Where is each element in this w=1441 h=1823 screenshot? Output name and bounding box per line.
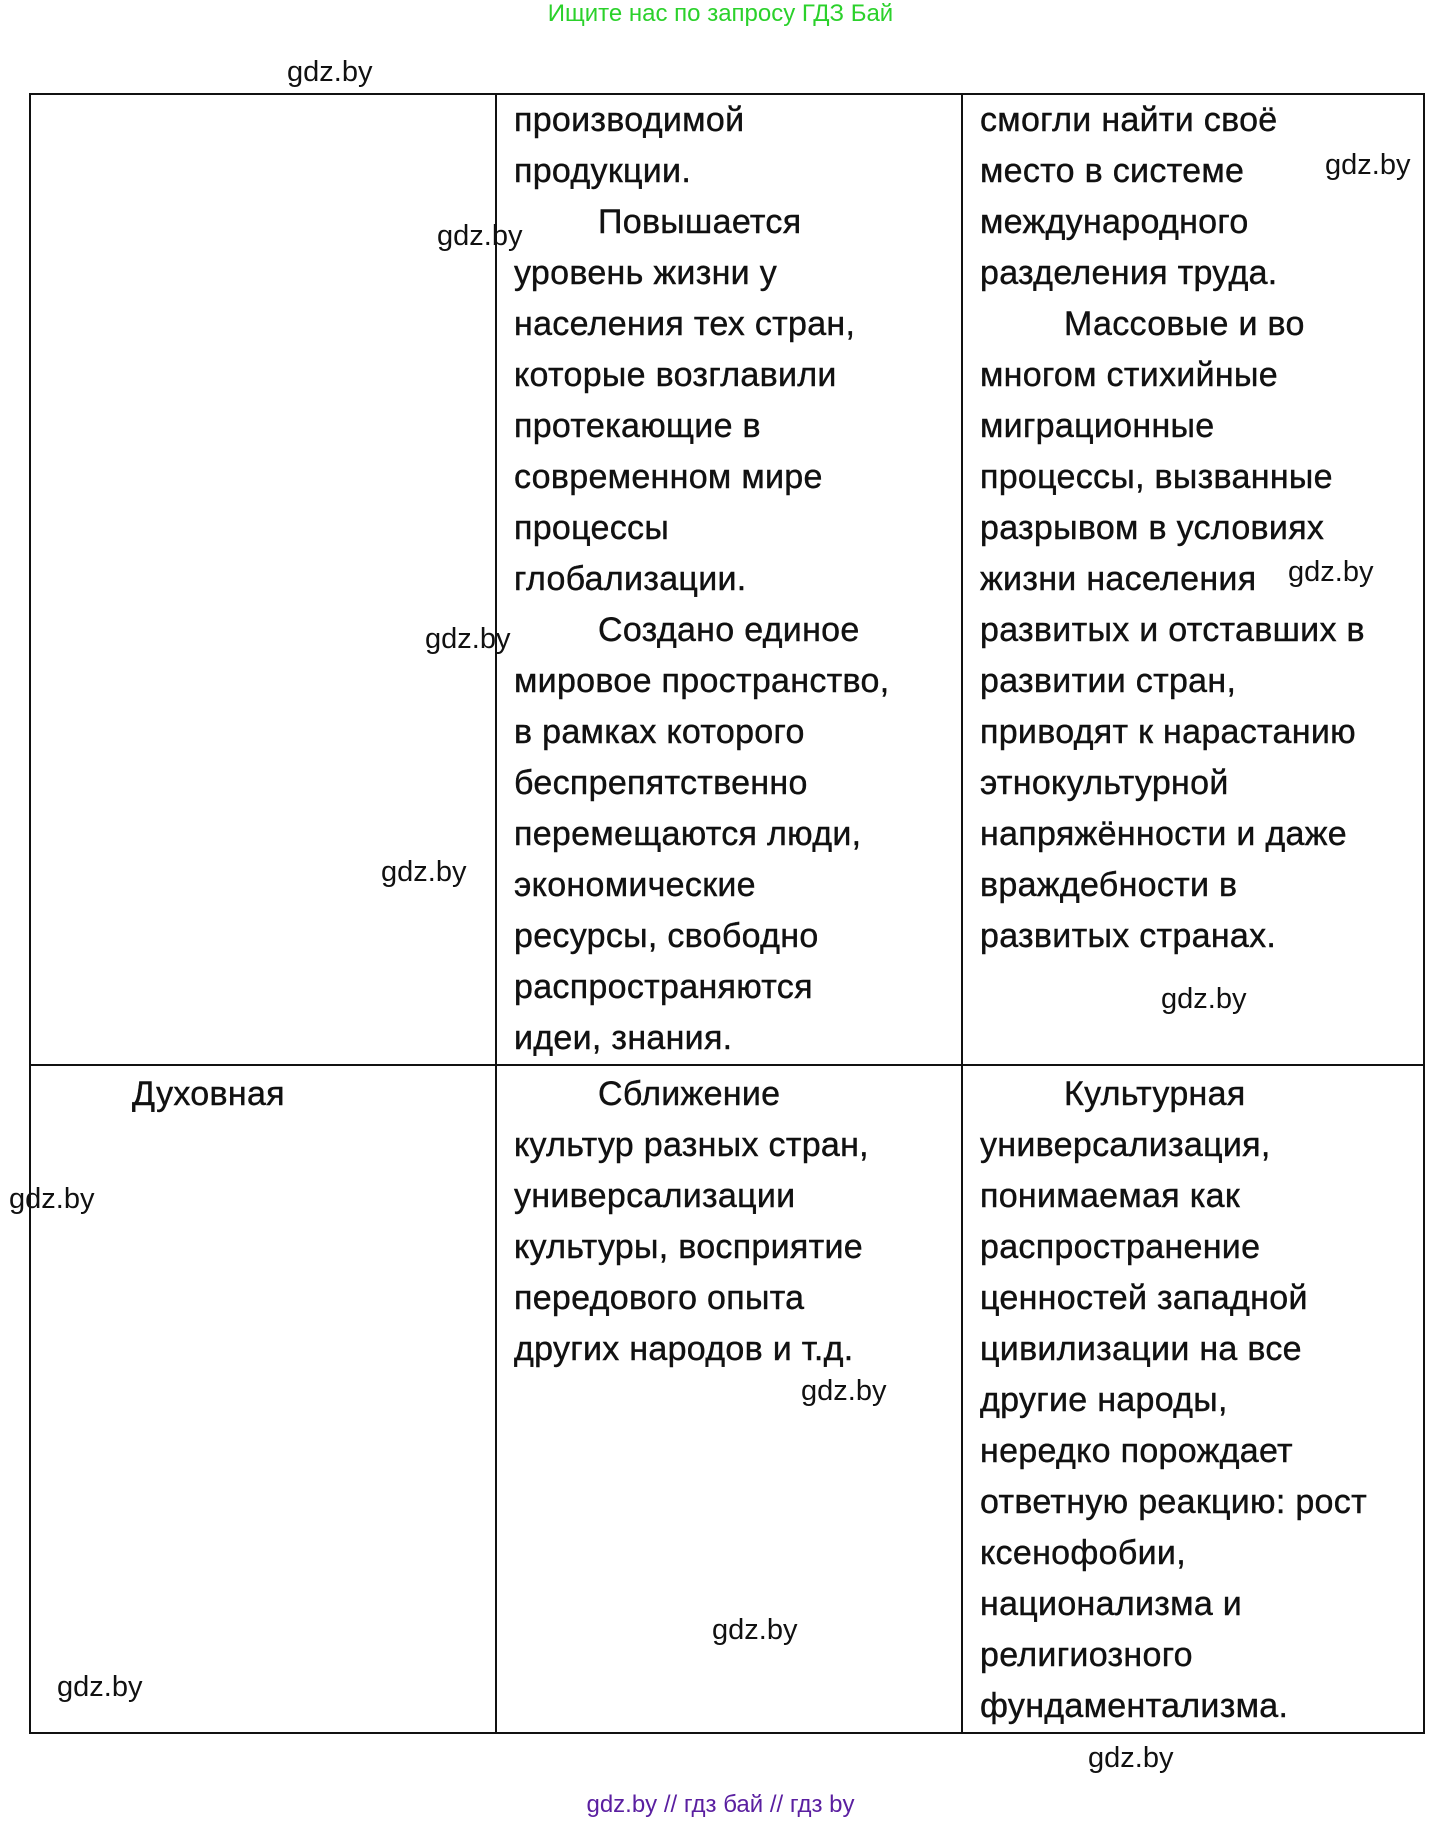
watermark: gdz.by xyxy=(287,56,373,88)
cell-text-line: ценностей западной xyxy=(980,1279,1308,1317)
cell-text-line: миграционные xyxy=(980,407,1215,445)
table-cell xyxy=(962,1065,1424,1733)
cell-text-line: Культурная xyxy=(1064,1075,1246,1113)
cell-text-line: место в системе xyxy=(980,152,1245,190)
cell-text-line: национализма и xyxy=(980,1585,1243,1623)
cell-text-line: уровень жизни у xyxy=(514,254,778,292)
cell-text-line: Создано единое xyxy=(598,611,860,649)
cell-text-line: враждебности в xyxy=(980,866,1238,904)
cell-text-line: религиозного xyxy=(980,1636,1193,1674)
cell-text-line: процессы, вызванные xyxy=(980,458,1333,496)
watermark: gdz.by xyxy=(1325,149,1411,181)
watermark: gdz.by xyxy=(1288,556,1374,588)
cell-text-line: протекающие в xyxy=(514,407,761,445)
footer-links[interactable]: gdz.by // гдз бай // гдз by xyxy=(586,1791,855,1818)
cell-text-line: цивилизации на все xyxy=(980,1330,1302,1368)
cell-text-line: ресурсы, свободно xyxy=(514,917,819,955)
table-cell xyxy=(30,94,496,1065)
cell-text-line: смогли найти своё xyxy=(980,101,1278,139)
table-cell xyxy=(496,94,962,1065)
cell-text-line: перемещаются люди, xyxy=(514,815,862,853)
cell-text-line: универсализации xyxy=(514,1177,796,1215)
cell-text-line: многом стихийные xyxy=(980,356,1278,394)
cell-text-line: распространение xyxy=(980,1228,1261,1266)
cell-text-line: глобализации. xyxy=(514,560,747,598)
cell-text-line: распространяются xyxy=(514,968,813,1006)
cell-text-line: фундаментализма. xyxy=(980,1687,1289,1725)
cell-text-line: Повышается xyxy=(598,203,802,241)
cell-text-line: ответную реакцию: рост xyxy=(980,1483,1367,1521)
watermark: gdz.by xyxy=(712,1614,798,1646)
search-promo-banner: Ищите нас по запросу ГДЗ Бай xyxy=(547,0,894,27)
cell-text-line: процессы xyxy=(514,509,670,547)
cell-text-line: нередко порождает xyxy=(980,1432,1293,1470)
cell-text-line: передового опыта xyxy=(514,1279,805,1317)
watermark: gdz.by xyxy=(1088,1742,1174,1774)
cell-text-line: напряжённости и даже xyxy=(980,815,1348,853)
watermark: gdz.by xyxy=(57,1671,143,1703)
cell-text-line: населения тех стран, xyxy=(514,305,856,343)
watermark: gdz.by xyxy=(9,1183,95,1215)
cell-text-line: мировое пространство, xyxy=(514,662,890,700)
cell-text-line: современном мире xyxy=(514,458,823,496)
watermark: gdz.by xyxy=(381,856,467,888)
cell-text-line: которые возглавили xyxy=(514,356,837,394)
cell-text-line: развитых и отставших в xyxy=(980,611,1365,649)
cell-text-line: идеи, знания. xyxy=(514,1019,733,1057)
cell-text-line: развитии стран, xyxy=(980,662,1237,700)
cell-text-line: разделения труда. xyxy=(980,254,1278,292)
cell-text-line: Массовые и во xyxy=(1064,305,1305,343)
cell-text-line: Духовная xyxy=(132,1075,285,1113)
table-cell xyxy=(30,1065,496,1733)
cell-text-line: другие народы, xyxy=(980,1381,1228,1419)
cell-text-line: производимой xyxy=(514,101,745,139)
cell-text-line: культуры, восприятие xyxy=(514,1228,864,1266)
cell-text-line: универсализация, xyxy=(980,1126,1271,1164)
comparison-table xyxy=(29,93,1425,1734)
cell-text-line: Сближение xyxy=(598,1075,781,1113)
cell-text-line: развитых странах. xyxy=(980,917,1277,955)
watermark: gdz.by xyxy=(801,1375,887,1407)
cell-text-line: жизни населения xyxy=(980,560,1257,598)
cell-text-line: продукции. xyxy=(514,152,692,190)
table-row xyxy=(30,94,1424,1065)
cell-text-line: приводят к нарастанию xyxy=(980,713,1356,751)
cell-text-line: беспрепятственно xyxy=(514,764,808,802)
watermark: gdz.by xyxy=(1161,983,1247,1015)
cell-text-line: разрывом в условиях xyxy=(980,509,1325,547)
cell-text-line: этнокультурной xyxy=(980,764,1229,802)
cell-text-line: ксенофобии, xyxy=(980,1534,1186,1572)
cell-text-line: культур разных стран, xyxy=(514,1126,869,1164)
cell-text-line: международного xyxy=(980,203,1249,241)
watermark: gdz.by xyxy=(425,623,511,655)
cell-text-line: экономические xyxy=(514,866,756,904)
cell-text-line: в рамках которого xyxy=(514,713,805,751)
cell-text-line: понимаемая как xyxy=(980,1177,1241,1215)
cell-text-line: других народов и т.д. xyxy=(514,1330,854,1368)
watermark: gdz.by xyxy=(437,220,523,252)
